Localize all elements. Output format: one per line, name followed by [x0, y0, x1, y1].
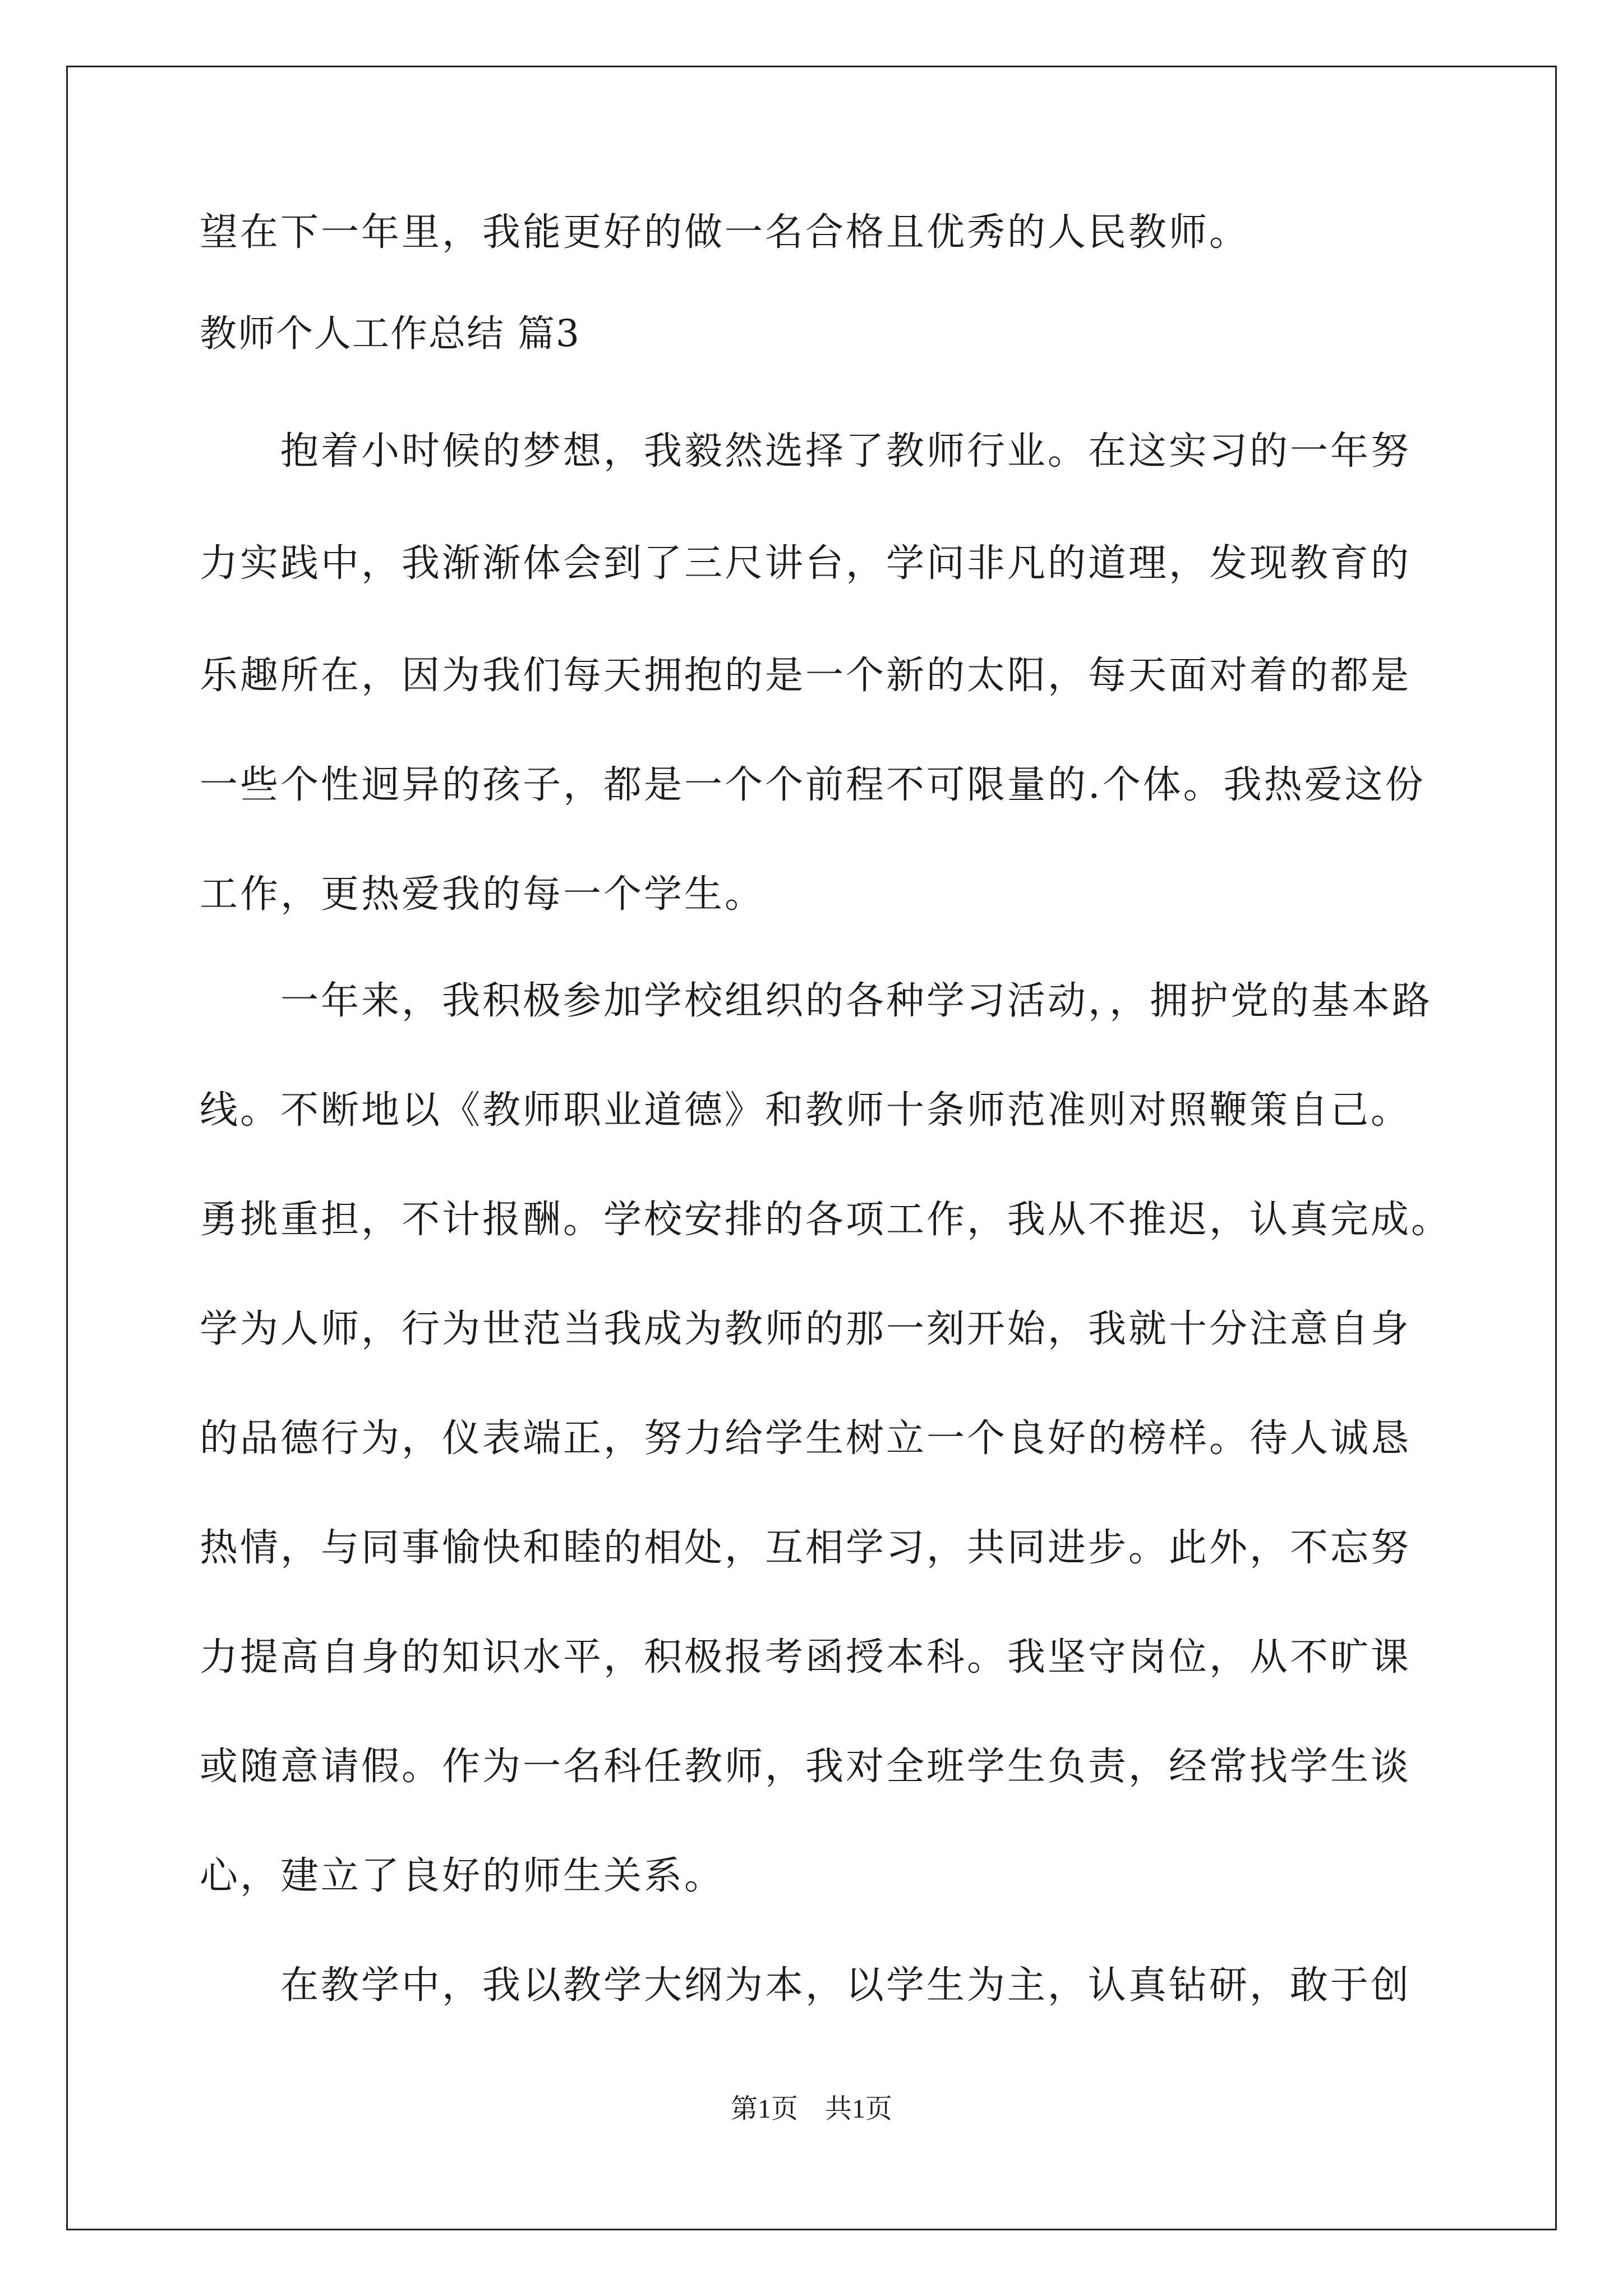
paragraph-line: 心，建立了良好的师生关系。	[200, 1854, 725, 1898]
paragraph-line: 力实践中，我渐渐体会到了三尺讲台，学问非凡的道理，发现教育的	[200, 541, 1412, 586]
page-border	[66, 66, 1557, 2230]
paragraph-line: 线。不断地以《教师职业道德》和教师十条师范准则对照鞭策自己。	[200, 1088, 1412, 1133]
paragraph-line: 在教学中，我以教学大纲为本，以学生为主，认真钻研，敢于创	[280, 1963, 1412, 2008]
paragraph-line: 乐趣所在，因为我们每天拥抱的是一个新的太阳，每天面对着的都是	[200, 654, 1412, 698]
paragraph-line: 工作，更热爱我的每一个学生。	[200, 872, 766, 917]
paragraph-line: 学为人师，行为世范当我成为教师的那一刻开始，我就十分注意自身	[200, 1307, 1412, 1351]
paragraph-line: 一些个性迥异的孩子，都是一个个前程不可限量的.个体。我热爱这份	[200, 763, 1426, 807]
paragraph-line: 一年来，我积极参加学校组织的各种学习活动，，拥护党的基本路	[280, 979, 1433, 1023]
page-number-footer: 第1页 共1页	[730, 2094, 892, 2124]
section-heading: 教师个人工作总结 篇3	[200, 312, 580, 355]
paragraph-line: 或随意请假。作为一名科任教师，我对全班学生负责，经常找学生谈	[200, 1745, 1412, 1789]
paragraph-line: 力提高自身的知识水平，积极报考函授本科。我坚守岗位，从不旷课	[200, 1635, 1412, 1680]
paragraph-line: 勇挑重担，不计报酬。学校安排的各项工作，我从不推迟，认真完成。	[200, 1198, 1452, 1242]
paragraph-line: 的品德行为，仪表端正，努力给学生树立一个良好的榜样。待人诚恳	[200, 1416, 1412, 1461]
paragraph-line: 抱着小时候的梦想，我毅然选择了教师行业。在这实习的一年努	[280, 429, 1412, 473]
text-line: 望在下一年里，我能更好的做一名合格且优秀的人民教师。	[200, 210, 1250, 255]
paragraph-line: 热情，与同事愉快和睦的相处，互相学习，共同进步。此外，不忘努	[200, 1526, 1412, 1570]
